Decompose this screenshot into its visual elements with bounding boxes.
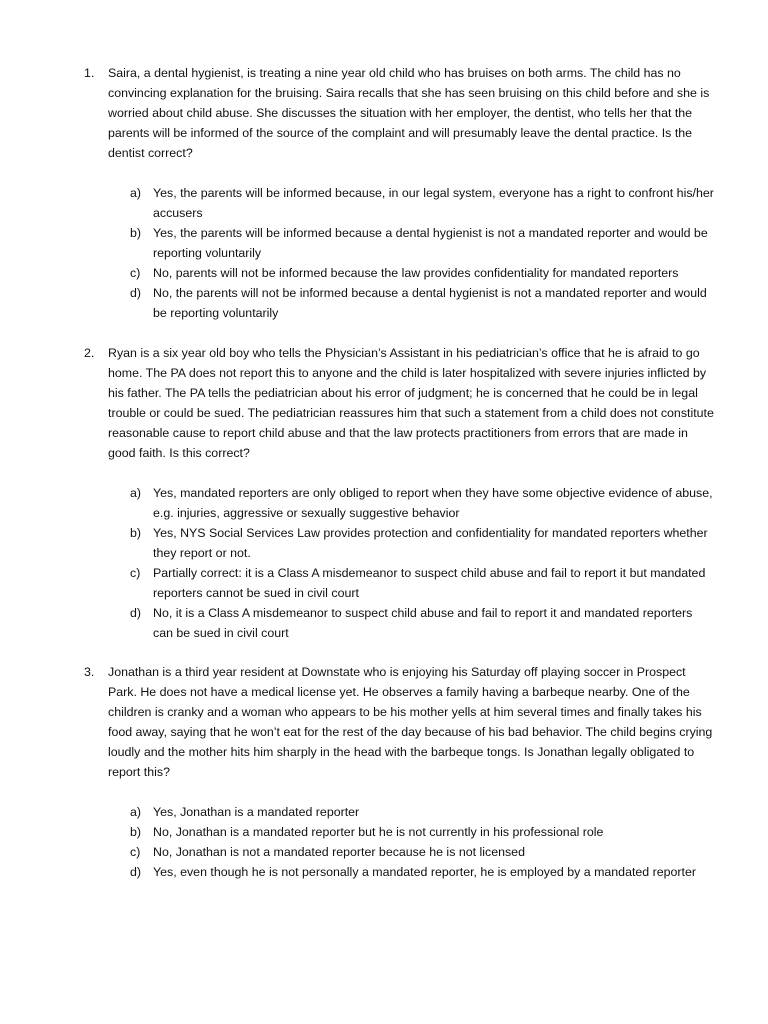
option-text: No, Jonathan is not a mandated reporter because he is not licensed bbox=[153, 845, 525, 859]
option-letter: c) bbox=[130, 566, 141, 580]
option-letter: d) bbox=[130, 286, 142, 300]
answer-options bbox=[130, 483, 714, 643]
answer-options bbox=[130, 183, 714, 323]
answer-option-c bbox=[130, 263, 714, 283]
answer-option-b bbox=[130, 523, 714, 563]
question-2 bbox=[84, 343, 714, 643]
answer-option-d bbox=[130, 862, 714, 882]
option-letter: a) bbox=[130, 186, 142, 200]
option-letter: c) bbox=[130, 266, 141, 280]
question-number: 2. bbox=[84, 346, 95, 360]
question-2-stem bbox=[84, 343, 714, 463]
question-1-stem bbox=[84, 63, 714, 163]
question-number: 1. bbox=[84, 66, 95, 80]
option-text: No, parents will not be informed because the law provides confidentiality for mandated reporters bbox=[153, 266, 679, 280]
answer-option-c bbox=[130, 842, 714, 862]
question-text: Saira, a dental hygienist, is treating a nine year old child who has bruises on both arms. The child has no convincing explanation for the bruising. Saira recalls that she has seen bruising on this child before and she is worried about child abuse. She discusses the situation with her employer, the dentist, who tells her that the parents will be informed of the source of the complaint and will presumably leave the dental practice. Is the dentist correct? bbox=[108, 66, 710, 160]
answer-option-d bbox=[130, 283, 714, 323]
option-letter: d) bbox=[130, 606, 142, 620]
answer-option-a bbox=[130, 483, 714, 523]
option-text: Yes, mandated reporters are only obliged to report when they have some objective evidence of abuse, e.g. injuries, aggressive or sexually suggestive behavior bbox=[153, 486, 713, 520]
option-letter: a) bbox=[130, 805, 142, 819]
answer-options bbox=[130, 802, 714, 882]
question-3-stem bbox=[84, 662, 714, 782]
option-letter: b) bbox=[130, 226, 142, 240]
option-text: Partially correct: it is a Class A misdemeanor to suspect child abuse and fail to report it but mandated reporters cannot be sued in civil court bbox=[153, 566, 706, 600]
question-3 bbox=[84, 662, 714, 882]
answer-option-a bbox=[130, 802, 714, 822]
answer-option-b bbox=[130, 822, 714, 842]
answer-option-b bbox=[130, 223, 714, 263]
question-text: Jonathan is a third year resident at Downstate who is enjoying his Saturday off playing soccer in Prospect Park. He does not have a medical license yet. He observes a family having a barbeque nearby. One of the children is cranky and a woman who appears to be his mother yells at him several times and finally takes his food away, saying that he won’t eat for the rest of the day because of his bad behavior. The child begins crying loudly and the mother hits him sharply in the head with the barbeque tongs. Is Jonathan legally obligated to report this? bbox=[108, 665, 713, 779]
option-text: Yes, the parents will be informed because a dental hygienist is not a mandated reporter and would be reporting voluntarily bbox=[153, 226, 708, 260]
option-text: Yes, even though he is not personally a mandated reporter, he is employed by a mandated reporter bbox=[153, 865, 697, 879]
option-letter: b) bbox=[130, 526, 142, 540]
option-letter: b) bbox=[130, 825, 142, 839]
option-letter: d) bbox=[130, 865, 142, 879]
option-letter: c) bbox=[130, 845, 141, 859]
option-text: No, it is a Class A misdemeanor to suspect child abuse and fail to report it and mandated reporters can be sued in civil court bbox=[153, 606, 693, 640]
option-text: No, the parents will not be informed because a dental hygienist is not a mandated reporter and would be reporting voluntarily bbox=[153, 286, 707, 320]
answer-option-c bbox=[130, 563, 714, 603]
question-number: 3. bbox=[84, 665, 95, 679]
answer-option-d bbox=[130, 603, 714, 643]
option-text: Yes, NYS Social Services Law provides protection and confidentiality for mandated reporters whether they report or not. bbox=[153, 526, 708, 560]
option-text: No, Jonathan is a mandated reporter but he is not currently in his professional role bbox=[153, 825, 604, 839]
option-letter: a) bbox=[130, 486, 142, 500]
question-1 bbox=[84, 63, 714, 323]
option-text: Yes, Jonathan is a mandated reporter bbox=[153, 805, 360, 819]
question-text: Ryan is a six year old boy who tells the Physician’s Assistant in his pediatrician’s office that he is afraid to go home. The PA does not report this to anyone and the child is later hospitalized with severe injuries inflicted by his father. The PA tells the pediatrician about his error of judgment; he is concerned that he could be in legal trouble or could be sued. The pediatrician reassures him that such a statement from a child does not constitute reasonable cause to report child abuse and that the law protects practitioners from errors that are made in good faith. Is this correct? bbox=[108, 346, 714, 460]
answer-option-a bbox=[130, 183, 714, 223]
option-text: Yes, the parents will be informed because, in our legal system, everyone has a right to confront his/her accusers bbox=[153, 186, 714, 220]
